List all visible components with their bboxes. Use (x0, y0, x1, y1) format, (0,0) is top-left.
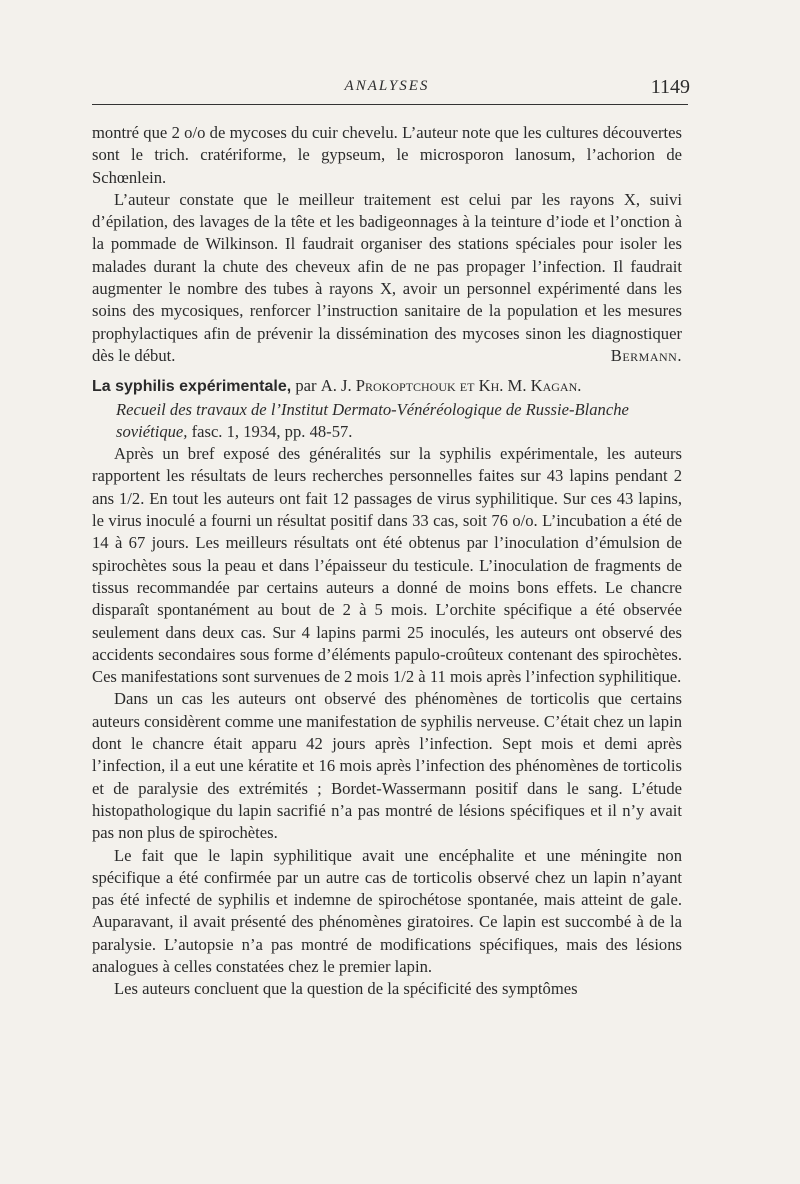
paragraph-4: Dans un cas les auteurs ont observé des phénomènes de torticolis que certains auteurs considèrent comme une manifestation de syphilis nerveuse. C’était chez un lapin dont le chancre était apparu 42 jours après l’infection. Sept mois et demi après l’infection, il a eut une kératite et 16 mois après l’infection des phénomènes de torticolis et de paralysie des extrémités ; Bordet-Wassermann positif dans le sang. L’étude histopathologique du lapin sacrifié n’a pas montré de lésions spécifiques et il n’y avait pas non plus de spirochètes. (92, 689, 682, 843)
page-number: 1149 (650, 76, 690, 98)
entry-details: fasc. 1, 1934, pp. 48-57. (191, 421, 353, 441)
entry-journal: Recueil des travaux de l’Institut Dermato-Vénéréologique de Russie-Blanche soviétique, (116, 399, 629, 441)
paragraph-6: Les auteurs concluent que la question de la spécificité des symptômes (114, 979, 578, 999)
paragraph-2-text: L’auteur constate que le meilleur traitement est celui par les rayons X, suivi d’épilation, des lavages de la tête et les badigeonnages à la teinture d’iode et l’onction à la pommade de Wilkinson. Il faudrait organiser des stations spéciales pour isoler les malades durant la chute des cheveux afin de ne pas propager l’infection. Il faudrait augmenter le nombre des tubes à rayons X, avoir un personnel expérimenté dans les soins des mycosiques, renforcer l’instruction sanitaire de la population et les mesures prophylactiques afin de prévenir la dissémination des mycoses sinon les diagnostiquer dès le début. (92, 189, 682, 365)
paragraph-3: Après un bref exposé des généralités sur la syphilis expérimentale, les auteurs rapportent les résultats de leurs recherches personnelles faites sur 43 lapins pendant 2 ans 1/2. En tout les auteurs ont fait 12 passages de virus syphilitique. Sur ces 43 lapins, le virus inoculé a fourni un résultat positif dans 33 cas, soit 76 o/o. L’incubation a été de 14 à 67 jours. Les meilleurs résultats ont été obtenus par l’inoculation d’émulsion de spirochètes sous la peau et dans l’épaisseur du testicule. L’inoculation de fragments de tissus recommandée par certains auteurs a donné de moins bons effets. Le chancre disparaît spontanément au bout de 2 à 5 mois. L’orchite spécifique a été observée seulement dans deux cas. Sur 4 lapins parmi 25 inoculés, les auteurs ont observé des accidents secondaires sous forme d’éléments papulo-croûteux contenant des spirochètes. Ces manifestations sont survenues de 2 mois 1/2 à 11 mois après l’infection syphilitique. (92, 444, 682, 687)
paragraph-5: Le fait que le lapin syphilitique avait une encéphalite et une méningite non spécifique a été confirmée par un autre cas de torticolis observé chez un lapin n’ayant pas été infecté de syphilis et indemne de spirochétose spontanée, mais atteint de gale. Auparavant, il avait présenté des phénomènes giratoires. Ce lapin est succombé à de la paralysie. L’autopsie n’a pas montré de modifications spécifiques, mais des lésions analogues à celles constatées chez le premier lapin. (92, 845, 682, 976)
entry-authors: A. J. Prokoptchouk et Kh. M. Kagan. (320, 376, 582, 396)
entry-by: par (295, 376, 317, 396)
header-rule (92, 104, 688, 105)
article-body (92, 122, 682, 1001)
paragraph-2 (92, 189, 682, 367)
entry-citation (92, 399, 682, 444)
running-header (92, 76, 690, 108)
entry-title: La syphilis expérimentale, (92, 378, 292, 396)
page (92, 76, 690, 1001)
paragraph-1: montré que 2 o/o de mycoses du cuir chevelu. L’auteur note que les cultures découvertes sont le trich. cratériforme, le gypseum, le microsporon lanosum, l’achorion de Schœnlein. (92, 123, 682, 187)
signature: Bermann. (610, 345, 682, 365)
header-title: ANALYSES (344, 78, 430, 94)
review-entry-heading (92, 375, 682, 443)
